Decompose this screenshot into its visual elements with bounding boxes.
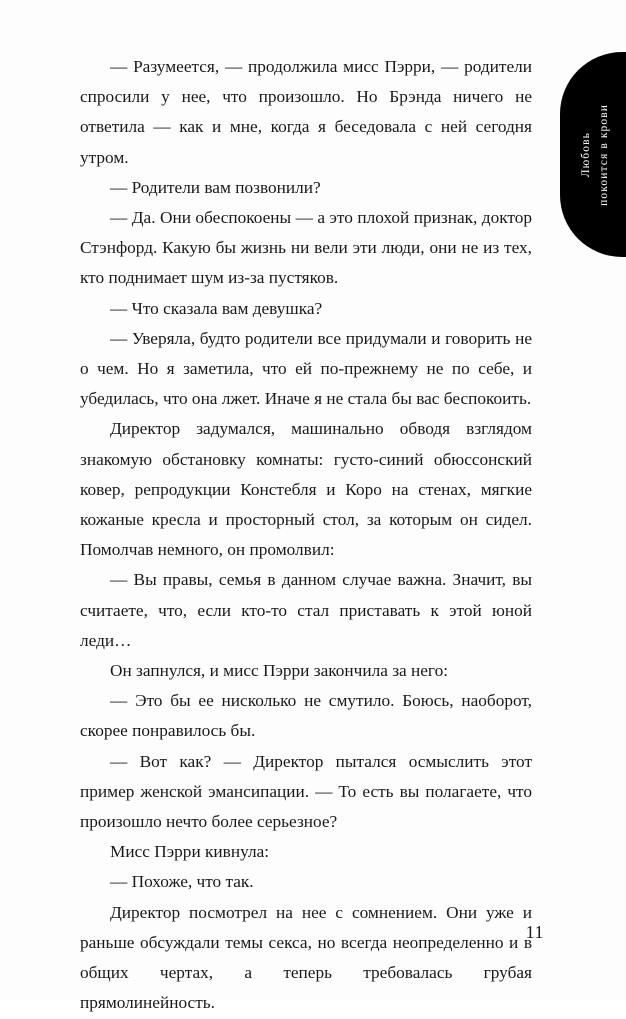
paragraph: — Что сказала вам девушка? (110, 298, 323, 318)
paragraph: — Да. Они обеспокоены — а это плохой признак, доктор Стэнфорд. Какую бы жизнь ни вели эти люди, они не из тех, кто поднимает шум из-за пустяков. (80, 208, 532, 288)
paragraph: — Вот как? — Директор пытался осмыслить этот пример женской эмансипации. — То есть вы полагаете, что произошло нечто более серьезное? (80, 751, 532, 832)
paragraph: — Разумеется, — продолжила мисс Пэрри, — родители спросили у нее, что произошло. Но Брэнда ничего не ответила — как и мне, когда я беседовала с ней сегодня утром. (80, 57, 532, 167)
running-head-line-2: покоится в крови (598, 103, 610, 206)
paragraph: Он запнулся, и мисс Пэрри закончила за него: (110, 661, 449, 681)
paragraph: Мисс Пэрри кивнула: (110, 842, 270, 862)
paragraph: Директор посмотрел на нее с сомнением. Они уже и раньше обсуждали темы секса, но всегда неопределенно и в общих чертах, а теперь требовалась грубая прямолинейность. (80, 902, 532, 1013)
paragraph: — Родители вам позвонили? (110, 177, 321, 197)
paragraph: — Уверяла, будто родители все придумали и говорить не о чем. Но я заметила, что ей по-прежнему не по себе, и убедилась, что она лжет. Иначе я не стала бы вас беспокоить. (80, 328, 532, 409)
paragraph: — Похоже, что так. (110, 872, 254, 892)
body-text-block (80, 52, 532, 1019)
running-head-tab-inner (566, 52, 626, 257)
page-number: 11 (525, 922, 544, 942)
paragraph: — Это бы ее нисколько не смутило. Боюсь, наоборот, скорее понравилось бы. (80, 691, 532, 741)
paragraph: — Вы правы, семья в данном случае важна. Значит, вы считаете, что, если кто-то стал приставать к этой юной леди… (80, 570, 532, 650)
running-head-line-1: Любовь (580, 131, 593, 178)
running-head-tab (560, 52, 626, 257)
paragraph: Директор задумался, машинально обводя взглядом знакомую обстановку комнаты: густо-синий обюссонский ковер, репродукции Констебля и Коро на стенах, мягкие кожаные кресла и просторный стол, за которым он сидел. Помолчав немного, он промолвил: (80, 419, 532, 560)
